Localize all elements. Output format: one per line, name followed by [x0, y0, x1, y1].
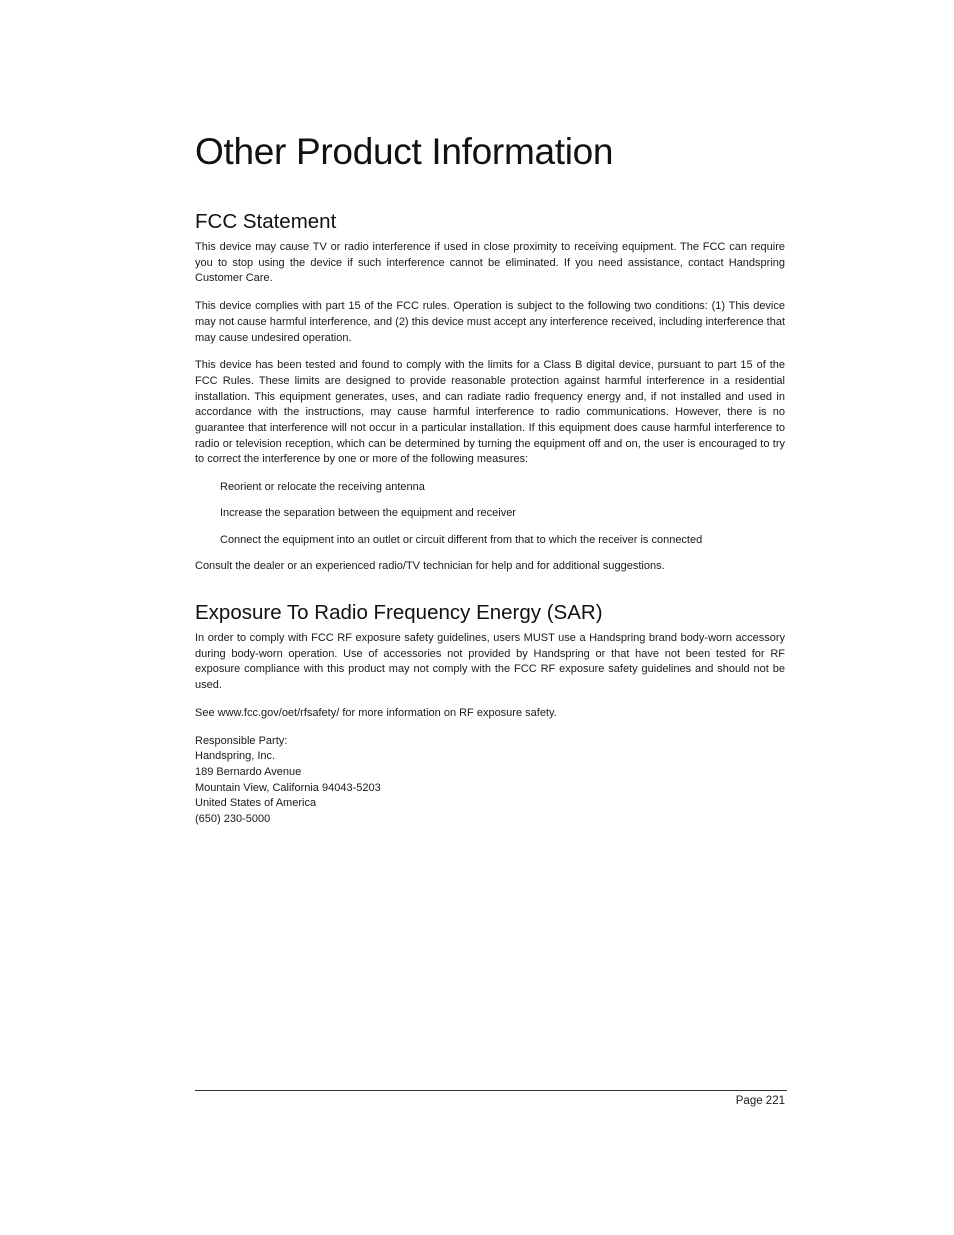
fcc-paragraph-2: This device complies with part 15 of the FCC rules. Operation is subject to the following two conditions: (1) This device may not cause harmful interference, and (2) this device must accept any interference received, including interference that may cause undesired operation.: [195, 300, 785, 344]
list-item: Reorient or relocate the receiving antenna: [220, 481, 425, 494]
sar-paragraph-2: See www.fcc.gov/oet/rfsafety/ for more information on RF exposure safety.: [195, 706, 557, 719]
sar-heading: Exposure To Radio Frequency Energy (SAR): [195, 601, 603, 624]
address-line: Responsible Party:: [195, 734, 288, 747]
sar-paragraph-1: In order to comply with FCC RF exposure safety guidelines, users MUST use a Handspring brand body-worn accessory during body-worn operation. Use of accessories not provided by Handspring or that have not been tested for RF exposure compliance with this product may not comply with the FCC RF exposure safety guidelines and should not be used.: [195, 632, 785, 692]
fcc-statement-heading: FCC Statement: [195, 210, 337, 233]
address-line: Mountain View, California 94043-5203: [195, 781, 381, 794]
page-title: Other Product Information: [195, 131, 614, 172]
fcc-statement-section: [195, 209, 785, 574]
sar-section: [195, 600, 785, 828]
fcc-paragraph-1: This device may cause TV or radio interference if used in close proximity to receiving equipment. The FCC can require you to stop using the device if such interference cannot be eliminated. If you need assistance, contact Handspring Customer Care.: [195, 241, 785, 285]
fcc-paragraph-4: Consult the dealer or an experienced radio/TV technician for help and for additional suggestions.: [195, 559, 665, 572]
page-number: Page 221: [735, 1095, 785, 1107]
address-line: United States of America: [195, 797, 317, 810]
fcc-paragraph-3: This device has been tested and found to comply with the limits for a Class B digital device, pursuant to part 15 of the FCC Rules. These limits are designed to provide reasonable protection against harmful interference in a residential installation. This equipment generates, uses, and can radiate radio frequency energy and, if not installed and used in accordance with the instructions, may cause harmful interference to radio communications. However, there is no guarantee that interference will not occur in a particular installation. If this equipment does cause harmful interference to radio or television reception, which can be determined by turning the equipment off and on, the user is encouraged to try to correct the interference by one or more of the following measures:: [195, 359, 785, 466]
address-line: 189 Bernardo Avenue: [195, 765, 302, 778]
responsible-party-address: [195, 734, 785, 828]
footer-divider: [195, 1090, 787, 1091]
list-item: Increase the separation between the equipment and receiver: [220, 507, 516, 520]
list-item: Connect the equipment into an outlet or circuit different from that to which the receiver is connected: [220, 533, 703, 546]
address-line: Handspring, Inc.: [195, 750, 276, 763]
address-line: (650) 230-5000: [195, 813, 271, 826]
